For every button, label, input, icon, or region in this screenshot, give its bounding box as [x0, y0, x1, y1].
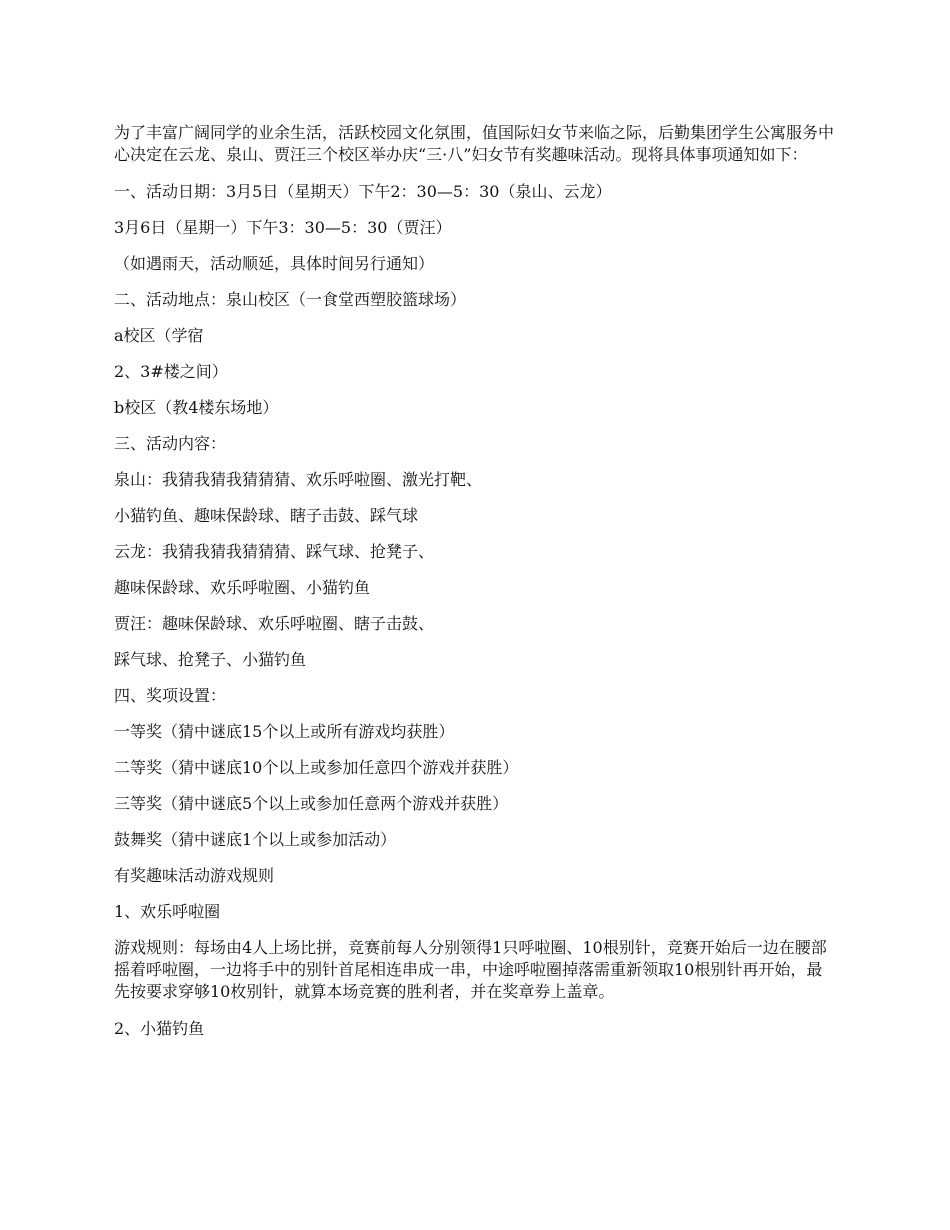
- award-second: 二等奖（猜中谜底10个以上或参加任意四个游戏并获胜）: [114, 758, 519, 777]
- section-heading-awards: 四、奖项设置：: [114, 686, 227, 705]
- activity-date-line: 一、活动日期：3月5日（星期天）下午2：30—5：30（泉山、云龙）: [114, 182, 612, 201]
- rule-2-title: 2、小猫钓鱼: [114, 1019, 205, 1038]
- quanshan-games-line-2: 小猫钓鱼、趣味保龄球、瞎子击鼓、踩气球: [114, 506, 419, 525]
- quanshan-games-line: 泉山：我猜我猜我猜猜猜、欢乐呼啦圈、激光打靶、: [114, 470, 483, 489]
- yunlong-games-line-2: 趣味保龄球、欢乐呼啦圈、小猫钓鱼: [114, 578, 371, 597]
- rain-note: （如遇雨天，活动顺延，具体时间另行通知）: [114, 254, 435, 273]
- jiawang-games-line-2: 踩气球、抢凳子、小猫钓鱼: [114, 650, 307, 669]
- jiawang-games-line: 贾汪：趣味保龄球、欢乐呼啦圈、瞎子击鼓、: [114, 614, 435, 633]
- section-heading-content: 三、活动内容：: [114, 434, 227, 453]
- activity-date-line-2: 3月6日（星期一）下午3：30—5：30（贾汪）: [114, 218, 452, 237]
- location-b-line: b校区（教4楼东场地）: [114, 398, 279, 417]
- yunlong-games-line: 云龙：我猜我猜我猜猜猜、踩气球、抢凳子、: [114, 542, 435, 561]
- location-a-line: a校区（学宿: [114, 326, 204, 345]
- award-encouragement: 鼓舞奖（猜中谜底1个以上或参加活动）: [114, 830, 397, 849]
- award-third: 三等奖（猜中谜底5个以上或参加任意两个游戏并获胜）: [114, 794, 509, 813]
- award-first: 一等奖（猜中谜底15个以上或所有游戏均获胜）: [114, 722, 455, 741]
- rule-1-title: 1、欢乐呼啦圈: [114, 902, 221, 921]
- intro-paragraph: 为了丰富广阔同学的业余生活，活跃校园文化氛围，值国际妇女节来临之际，后勤集团学生公寓服务中心决定在云龙、泉山、贾汪三个校区举办庆“三·八”妇女节有奖趣味活动。现将具体事项通知如下：: [114, 123, 835, 164]
- activity-location-line: 二、活动地点：泉山校区（一食堂西塑胶篮球场）: [114, 290, 467, 309]
- location-a-line-2: 2、3#楼之间）: [114, 362, 228, 381]
- document-body: [114, 122, 836, 1054]
- rule-1-body: 游戏规则：每场由4人上场比拼，竞赛前每人分别领得1只呼啦圈、10根别针，竞赛开始后一边在腰部摇着呼啦圈，一边将手中的别针首尾相连串成一串，中途呼啦圈掉落需重新领取10根别针再开始，最先按要求穿够10枚别针，就算本场竞赛的胜利者，并在奖章券上盖章。: [114, 938, 827, 1001]
- rules-heading: 有奖趣味活动游戏规则: [114, 866, 275, 885]
